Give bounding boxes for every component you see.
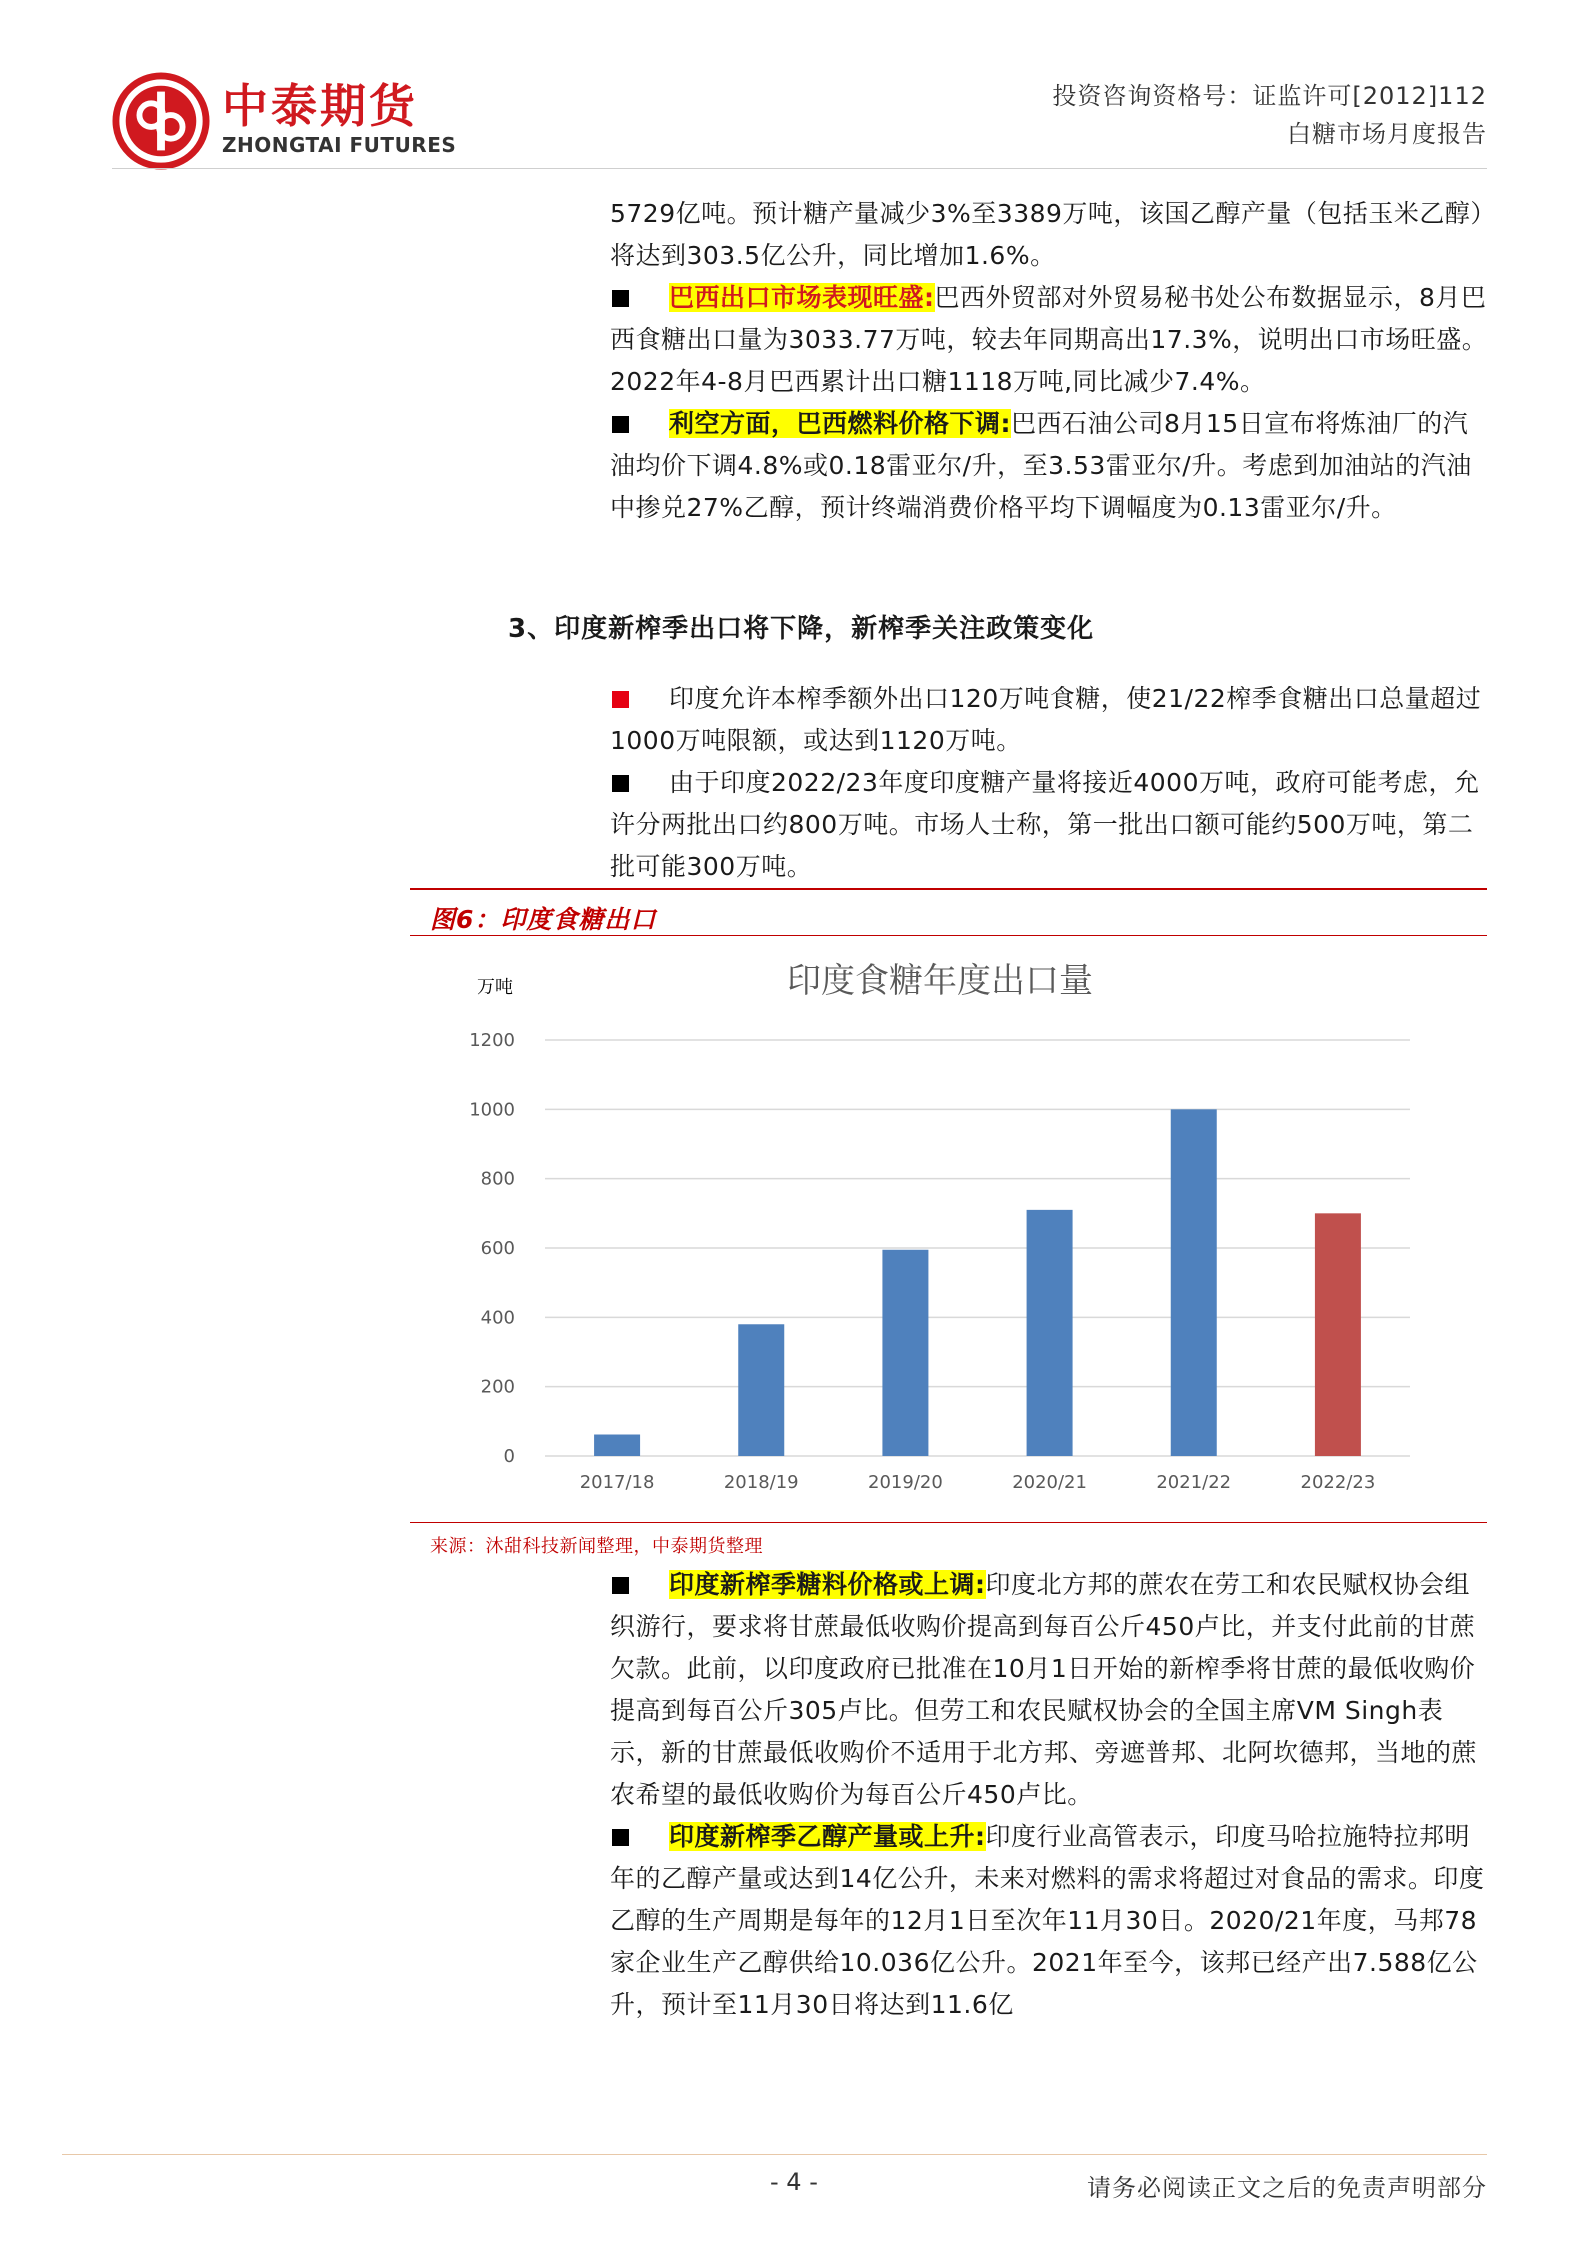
y-tick-label: 0 [503,1446,515,1467]
y-axis-unit: 万吨 [477,977,513,998]
brand-name-cn: 中泰期货 [222,79,418,133]
red-square-bullet-icon [612,691,629,708]
bullet-text: 印度北方邦的蔗农在劳工和农民赋权协会组织游行，要求将甘蔗最低收购价提高到每百公斤450卢比，并支付此前的甘蔗欠款。此前，以印度政府已批准在10月1日开始的新榨季将甘蔗的最低收购价提高到每百公斤305卢比。但劳工和农民赋权协会的全国主席VM Singh表示，新的甘蔗最低收购价不适用于北方邦、旁遮普邦、北阿坎德邦，当地的蔗农希望的最低收购价为每百公斤450卢比。 [610,1570,1478,1809]
bar-2017/18 [594,1435,640,1456]
header-divider [112,168,1487,169]
chart-title: 印度食糖年度出口量 [787,961,1093,1001]
section-title: 3、印度新榨季出口将下降，新榨季关注政策变化 [508,614,1095,644]
india-sugar-export-chart [410,940,1487,1520]
disclaimer-note: 请务必阅读正文之后的免责声明部分 [1087,2174,1487,2202]
highlight-label: 印度新榨季糖料价格或上调: [669,1570,986,1599]
bullet-text: 巴西外贸部对外贸易秘书处公布数据显示，8月巴西食糖出口量为3033.77万吨，较去年同期高出17.3%，说明出口市场旺盛。2022年4-8月巴西累计出口糖1118万吨,同比减少7.4%。 [610,283,1488,396]
bullet-item [610,1564,1490,1816]
paragraph: 5729亿吨。预计糖产量减少3%至3389万吨，该国乙醇产量（包括玉米乙醇）将达到303.5亿公升，同比增加1.6%。 [610,199,1484,270]
bullet-item [610,277,1490,403]
bar-2020/21 [1027,1210,1073,1456]
y-tick-label: 200 [480,1376,515,1398]
highlight-label: 利空方面，巴西燃料价格下调: [669,409,1011,438]
y-axis-ticks [469,1030,515,1467]
highlight-label: 巴西出口市场表现旺盛: [669,283,935,312]
bar-2022/23 [1315,1213,1361,1456]
report-type: 白糖市场月度报告 [1287,120,1487,148]
figure-bottom-rule [410,1522,1487,1523]
x-tick-label: 2021/22 [1156,1472,1232,1493]
bullet-item [610,678,1490,762]
section3-body [610,678,1490,888]
y-tick-label: 800 [480,1168,515,1190]
square-bullet-icon [612,1829,629,1846]
bullet-text: 印度行业高管表示，印度马哈拉施特拉邦明年的乙醇产量或达到14亿公升，未来对燃料的需求将超过对食品的需求。印度乙醇的生产周期是每年的12月1日至次年11月30日。2020/21年度，马邦78家企业生产乙醇供给10.036亿公升。2021年至今，该邦已经产出7.588亿公升，预计至11月30日将达到11.6亿 [610,1822,1485,2019]
y-tick-label: 600 [480,1238,515,1259]
chart-gridlines [545,1040,1410,1456]
page-number: - 4 - [770,2168,818,2196]
license-number: 投资咨询资格号：证监许可[2012]112 [1052,82,1487,110]
figure-title: 图6：印度食糖出口 [430,905,657,934]
figure-title-rule [410,935,1487,936]
square-bullet-icon [612,1577,629,1594]
bar-2021/22 [1171,1109,1217,1456]
bullet-item [610,762,1490,888]
square-bullet-icon [612,416,629,433]
bottom-section [610,1564,1490,2026]
bullet-item [610,403,1490,529]
bar-2018/19 [738,1324,784,1456]
footer-divider [62,2154,1487,2155]
bullet-text: 印度允许本榨季额外出口120万吨食糖，使21/22榨季食糖出口总量超过1000万吨限额，或达到1120万吨。 [610,684,1482,755]
bullet-text: 巴西石油公司8月15日宣布将炼油厂的汽油均价下调4.8%或0.18雷亚尔/升，至3.53雷亚尔/升。考虑到加油站的汽油中掺兑27%乙醇，预计终端消费价格平均下调幅度为0.13雷亚尔/升。 [610,409,1472,522]
x-tick-label: 2017/18 [579,1472,655,1493]
brand-name-en: ZHONGTAI FUTURES [222,133,457,157]
top-section [610,193,1490,529]
x-tick-label: 2019/20 [868,1472,943,1493]
zhongtai-logo-icon [112,72,210,170]
x-tick-label: 2018/19 [723,1472,799,1493]
figure-source: 来源：沐甜科技新闻整理，中泰期货整理 [430,1536,763,1557]
bar-2019/20 [882,1250,928,1456]
figure-top-rule [410,888,1487,890]
x-tick-label: 2020/21 [1012,1472,1087,1493]
y-tick-label: 1200 [469,1030,515,1051]
x-axis-ticks [580,1472,1376,1493]
highlight-label: 印度新榨季乙醇产量或上升: [669,1822,986,1851]
square-bullet-icon [612,290,629,307]
x-tick-label: 2022/23 [1300,1472,1376,1493]
square-bullet-icon [612,775,629,792]
y-tick-label: 1000 [469,1099,515,1121]
y-tick-label: 400 [480,1307,515,1329]
chart-bars [594,1109,1361,1456]
bullet-item [610,1816,1490,2026]
bullet-text: 由于印度2022/23年度印度糖产量将接近4000万吨，政府可能考虑，允许分两批出口约800万吨。市场人士称，第一批出口额可能约500万吨，第二批可能300万吨。 [610,768,1480,881]
